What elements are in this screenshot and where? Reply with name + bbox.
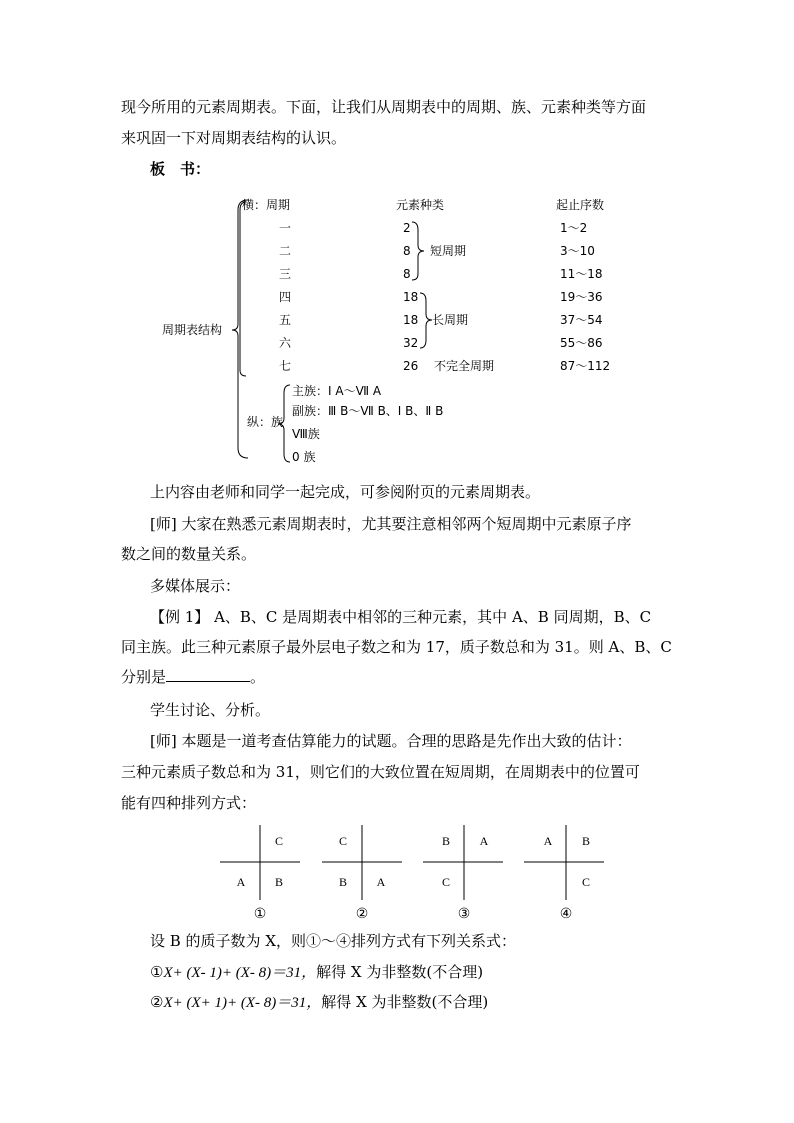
long-period-brace [420,293,432,348]
period-kinds: 2 [403,221,411,235]
period-range: 3～10 [560,244,595,258]
eq1-num: ① [150,963,164,981]
answer-blank [166,667,250,682]
teacher-1-line-1: [师] 大家在熟悉元素周期表时，尤其要注意相邻两个短周期中元素原子序 [150,515,632,533]
short-period-brace [412,222,424,280]
arr2-tl: C [338,834,348,848]
discuss-line: 学生讨论、分析。 [150,701,271,719]
period-name: 五 [279,313,292,327]
eq2-expr: X+ (X+ 1)+ (X- 8)＝31， [163,995,322,1011]
group-brace [278,385,290,462]
teacher-2-line-2: 三种元素质子数总和为 31，则它们的大致位置在短周期，在周期表中的位置可 [121,763,640,781]
board-heading: 板 书： [150,160,211,178]
setup-line: 设 B 的质子数为 X，则①～④排列方式有下列关系式： [150,932,517,950]
arr2-br: A [376,875,386,889]
arr2-bl: B [338,875,348,889]
eq2-num: ② [150,993,164,1011]
eq1-expr: X+ (X- 1)+ (X- 8)＝31， [163,965,317,981]
para-1: 上内容由老师和同学一起完成，可参阅附页的元素周期表。 [150,483,541,501]
period-kinds: 8 [403,267,411,281]
period-kinds: 32 [403,336,419,350]
period-kinds: 26 [403,359,419,373]
arr3-num: ③ [457,907,471,922]
arr4-tr: B [581,834,591,848]
period-range: 55～86 [560,336,603,350]
period-name: 六 [279,336,292,350]
example-line-1: 【例 1】 A、B、C 是周期表中相邻的三种元素，其中 A、B 同周期，B、C [150,608,652,626]
arr3-bl: C [441,875,451,889]
example-answer-suffix: 。 [250,668,266,686]
period-name: 四 [279,290,292,304]
group-main: 主族：Ⅰ A～Ⅶ A [292,384,382,398]
teacher-1-line-2: 数之间的数量关系。 [121,545,257,563]
periodic-table-structure-diagram [150,190,650,470]
period-range: 37～54 [560,313,603,327]
arr2-num: ② [355,907,369,922]
example-answer-prefix: 分别是 [121,668,167,686]
arr4-num: ④ [559,907,573,922]
root-label: 周期表结构 [162,323,223,337]
period-name: 一 [279,221,292,235]
group-zero: 0 族 [292,450,316,464]
short-period-label: 短周期 [430,244,467,258]
arr4-tl: A [543,834,553,848]
arr1-tr: C [274,834,284,848]
incomplete-period-label: 不完全周期 [434,359,495,373]
period-range: 11～18 [560,267,603,281]
period-range: 87～112 [560,359,611,373]
period-name: 七 [279,359,292,373]
arr1-br: B [274,875,284,889]
intro-line-2: 来巩固一下对周期表结构的认识。 [121,129,347,147]
media-label: 多媒体展示： [150,577,241,595]
period-kinds: 18 [403,313,419,327]
teacher-2-line-3: 能有四种排列方式： [121,794,257,812]
eq1-result: 解得 X 为非整数(不合理) [316,963,484,981]
period-name: 三 [279,267,292,281]
period-range: 19～36 [560,290,603,304]
intro-line-1: 现今所用的元素周期表。下面，让我们从周期表中的周期、族、元素种类等方面 [121,98,647,116]
range-header: 起止序数 [556,198,605,212]
period-name: 二 [279,244,292,258]
group-sub: 副族：Ⅲ B～Ⅶ B、Ⅰ B、Ⅱ B [292,404,444,418]
arr3-tr: A [479,834,489,848]
arr1-num: ① [253,907,267,922]
group-eight: Ⅷ族 [292,427,320,441]
arrangements-diagram [210,820,620,926]
equation-1 [150,962,483,983]
long-period-label: 长周期 [432,313,469,327]
example-line-3 [121,667,265,687]
example-line-2: 同主族。此三种元素原子最外层电子数之和为 17，质子数总和为 31。则 A、B、C [121,638,672,656]
period-range: 1～2 [560,221,588,235]
col-header: 纵：族 [247,415,284,429]
eq2-result: 解得 X 为非整数(不合理) [321,993,489,1011]
arr1-bl: A [236,875,246,889]
kinds-header: 元素种类 [396,198,445,212]
teacher-2-line-1: [师] 本题是一道考查估算能力的试题。合理的思路是先作出大致的估计： [150,732,632,750]
equation-2 [150,992,488,1013]
row-header: 横：周期 [242,198,291,212]
period-brace [240,202,246,376]
arr3-tl: B [441,834,451,848]
period-kinds: 18 [403,290,419,304]
arr4-br: C [581,875,591,889]
period-kinds: 8 [403,244,411,258]
